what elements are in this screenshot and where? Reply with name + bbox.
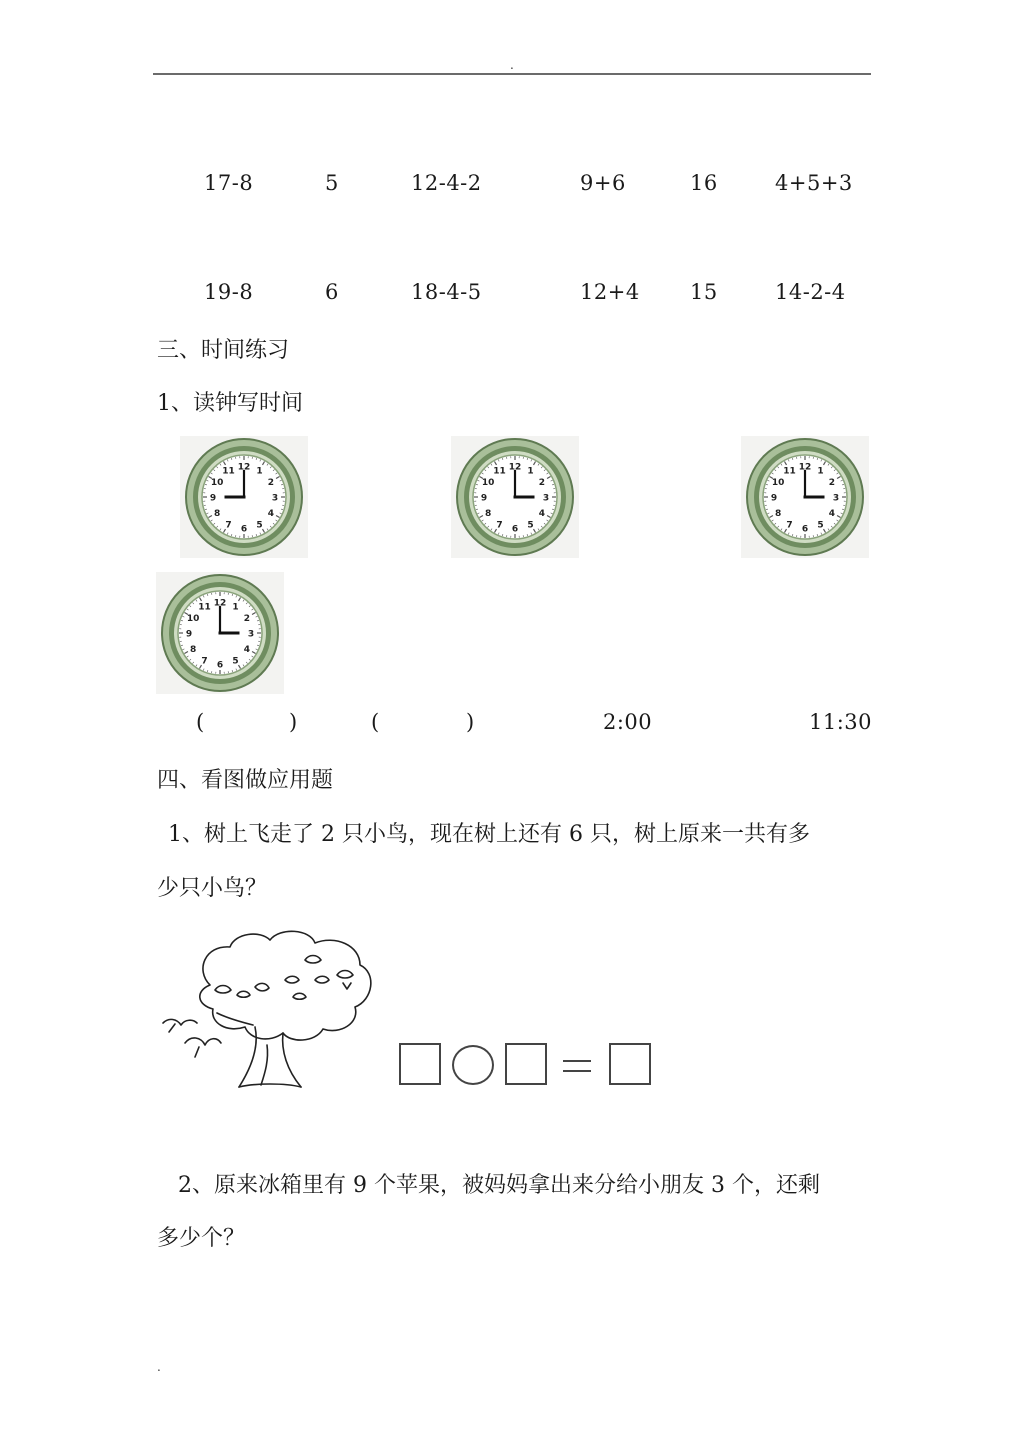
- clock-numeral: 2: [538, 478, 545, 488]
- clock-numeral: 4: [828, 509, 835, 519]
- clock-numeral: 8: [775, 509, 782, 519]
- exercise-item: 6: [325, 280, 339, 304]
- clock-numeral: 4: [538, 509, 545, 519]
- clock-numeral: 5: [232, 656, 239, 667]
- exercise-item: 18-4-5: [411, 280, 482, 304]
- answer-time: 2:00: [603, 710, 653, 734]
- exercise-item: 19-8: [204, 280, 254, 304]
- clock-numeral: 7: [225, 520, 232, 531]
- clock-4: [156, 572, 284, 694]
- question-read-clock: 1、读钟写时间: [157, 391, 303, 416]
- answer-box[interactable]: [399, 1043, 441, 1085]
- header-rule: [153, 73, 871, 75]
- clock-numeral: 10: [186, 614, 200, 624]
- answer-paren-open: (: [196, 710, 205, 734]
- clock-numeral: 12: [508, 462, 522, 473]
- exercise-item: 16: [690, 171, 718, 195]
- question-2-line-1: 2、原来冰箱里有 9 个苹果，被妈妈拿出来分给小朋友 3 个，还剩: [178, 1173, 820, 1198]
- clock-numeral: 2: [243, 614, 250, 624]
- clock-numeral: 8: [190, 645, 197, 655]
- clock-numeral: 9: [209, 493, 217, 504]
- answer-paren-close: ): [289, 710, 298, 734]
- clock-numeral: 3: [247, 629, 255, 640]
- clock-numeral: 6: [801, 524, 809, 535]
- clock-numeral: 4: [243, 645, 250, 655]
- clock-face-icon: [180, 436, 308, 558]
- exercise-item: 4+5+3: [775, 171, 853, 195]
- exercise-item: 12+4: [580, 280, 640, 304]
- clock-numeral: 7: [786, 520, 793, 531]
- section-title-word-problems: 四、看图做应用题: [157, 768, 334, 793]
- clock-numeral: 9: [480, 493, 488, 504]
- clock-numeral: 2: [267, 478, 274, 488]
- clock-numeral: 3: [542, 493, 550, 504]
- clock-numeral: 1: [256, 466, 263, 477]
- clock-face-icon: [156, 572, 284, 694]
- exercise-item: 9+6: [580, 171, 626, 195]
- clock-numeral: 11: [198, 602, 211, 613]
- answer-time: 11:30: [809, 710, 873, 734]
- clock-face-icon: [741, 436, 869, 558]
- exercise-item: 15: [690, 280, 718, 304]
- exercise-item: 14-2-4: [775, 280, 846, 304]
- footer-dot: .: [157, 1360, 161, 1374]
- answer-box[interactable]: [609, 1043, 651, 1085]
- question-1-line-2: 少只小鸟？: [157, 876, 268, 901]
- clock-numeral: 4: [267, 509, 274, 519]
- answer-paren-close: ): [466, 710, 475, 734]
- clock-face-icon: [451, 436, 579, 558]
- clock-numeral: 9: [185, 629, 193, 640]
- clock-numeral: 10: [481, 478, 495, 488]
- section-title-time: 三、时间练习: [157, 338, 290, 363]
- operator-circle[interactable]: [452, 1045, 494, 1085]
- clock-numeral: 11: [783, 466, 796, 477]
- clock-numeral: 1: [527, 466, 534, 477]
- question-2-line-2: 多少个？: [157, 1226, 246, 1251]
- clock-numeral: 12: [213, 598, 227, 609]
- clock-numeral: 10: [210, 478, 224, 488]
- clock-numeral: 2: [828, 478, 835, 488]
- tree-with-birds-illustration: [155, 925, 385, 1095]
- clock-numeral: 7: [496, 520, 503, 531]
- equals-sign-icon: [563, 1056, 593, 1076]
- question-1-line-1: 1、树上飞走了 2 只小鸟，现在树上还有 6 只，树上原来一共有多: [168, 822, 810, 847]
- clock-numeral: 12: [237, 462, 251, 473]
- clock-2: [451, 436, 579, 558]
- answer-paren-open: (: [371, 710, 380, 734]
- clock-numeral: 8: [214, 509, 221, 519]
- clock-1: [180, 436, 308, 558]
- clock-numeral: 6: [240, 524, 248, 535]
- header-dot: .: [510, 58, 514, 72]
- clock-numeral: 1: [817, 466, 824, 477]
- clock-numeral: 12: [798, 462, 812, 473]
- clock-numeral: 6: [216, 660, 224, 671]
- exercise-item: 17-8: [204, 171, 254, 195]
- clock-numeral: 8: [485, 509, 492, 519]
- clock-numeral: 11: [493, 466, 506, 477]
- clock-3: [741, 436, 869, 558]
- exercise-item: 5: [325, 171, 339, 195]
- clock-numeral: 6: [511, 524, 519, 535]
- clock-numeral: 5: [256, 520, 263, 531]
- exercise-item: 12-4-2: [411, 171, 482, 195]
- clock-numeral: 10: [771, 478, 785, 488]
- clock-numeral: 5: [817, 520, 824, 531]
- clock-numeral: 3: [271, 493, 279, 504]
- clock-numeral: 3: [832, 493, 840, 504]
- clock-numeral: 7: [201, 656, 208, 667]
- answer-box[interactable]: [505, 1043, 547, 1085]
- clock-numeral: 9: [770, 493, 778, 504]
- clock-numeral: 1: [232, 602, 239, 613]
- clock-numeral: 11: [222, 466, 235, 477]
- clock-numeral: 5: [527, 520, 534, 531]
